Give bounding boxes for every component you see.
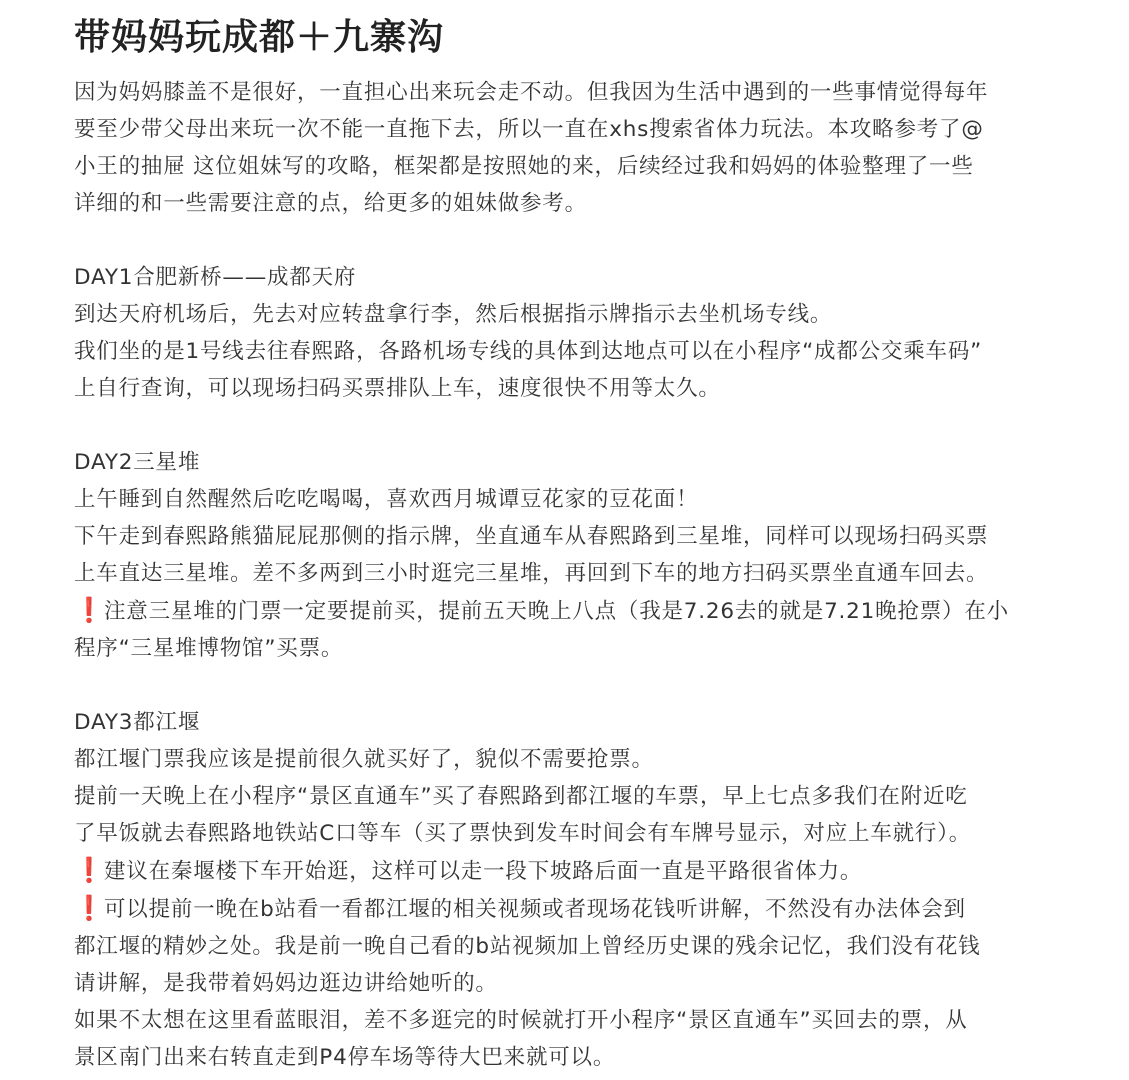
intro-section	[74, 74, 1064, 222]
day3-line: 都江堰门票我应该是提前很久就买好了，貌似不需要抢票。	[74, 747, 654, 772]
day2-line: 上车直达三星堆。差不多两到三小时逛完三星堆，再回到下车的地方扫码买票坐直通车回去。	[74, 561, 989, 586]
intro-line: 详细的和一些需要注意的点，给更多的姐妹做参考。	[74, 191, 587, 216]
day3-line: 提前一天晚上在小程序“景区直通车”买了春熙路到都江堰的车票，早上七点多我们在附近吃	[74, 784, 968, 809]
exclamation-icon: ❗	[74, 894, 105, 922]
day3-warning-line: 请讲解，是我带着妈妈边逛边讲给她听的。	[74, 971, 498, 996]
day1-heading: DAY1合肥新桥——成都天府	[74, 265, 357, 290]
intro-line: 因为妈妈膝盖不是很好，一直担心出来玩会走不动。但我因为生活中遇到的一些事情觉得每年	[74, 80, 989, 105]
day1-line: 上自行查询，可以现场扫码买票排队上车，速度很快不用等太久。	[74, 376, 721, 401]
section-spacer	[74, 667, 1064, 704]
warning-text: 注意三星堆的门票一定要提前买，提前五天晚上八点（我是7.26去的就是7.21晚抢票）在小	[104, 599, 1009, 624]
day2-line: 下午走到春熙路熊猫屁屁那侧的指示牌，坐直通车从春熙路到三星堆，同样可以现场扫码买票	[74, 524, 989, 549]
intro-line: 小王的抽屉 这位姐妹写的攻略，框架都是按照她的来，后续经过我和妈妈的体验整理了一些	[74, 154, 974, 179]
day3-line: 景区南门出来右转直走到P4停车场等待大巴来就可以。	[74, 1045, 616, 1070]
exclamation-icon: ❗	[74, 596, 105, 624]
day2-line: 上午睡到自然醒然后吃吃喝喝，喜欢西月城谭豆花家的豆花面！	[74, 487, 699, 512]
day1-line: 到达天府机场后，先去对应转盘拿行李，然后根据指示牌指示去坐机场专线。	[74, 302, 833, 327]
intro-line: 要至少带父母出来玩一次不能一直拖下去，所以一直在xhs搜索省体力玩法。本攻略参考了@	[74, 117, 984, 142]
day1-line: 我们坐的是1号线去往春熙路，各路机场专线的具体到达地点可以在小程序“成都公交乘车码”	[74, 339, 983, 364]
day1-section	[74, 259, 1064, 407]
article-title: 带妈妈玩成都＋九寨沟	[74, 17, 445, 58]
day3-warning-line: 都江堰的精妙之处。我是前一晚自己看的b站视频加上曾经历史课的残余记忆，我们没有花钱	[74, 934, 981, 959]
day3-warning-line	[74, 852, 1064, 890]
warning-text: 可以提前一晚在b站看一看都江堰的相关视频或者现场花钱听讲解，不然没有办法体会到	[104, 897, 966, 922]
day2-section	[74, 444, 1064, 667]
day2-heading: DAY2三星堆	[74, 450, 201, 475]
day3-heading: DAY3都江堰	[74, 710, 201, 735]
section-spacer	[74, 407, 1064, 444]
day3-warning-line	[74, 890, 1064, 928]
section-spacer	[74, 222, 1064, 259]
warning-text: 建议在秦堰楼下车开始逛，这样可以走一段下坡路后面一直是平路很省体力。	[104, 859, 863, 884]
day2-warning-line	[74, 592, 1064, 630]
day3-section	[74, 704, 1064, 1076]
day3-line: 了早饭就去春熙路地铁站C口等车（买了票快到发车时间会有车牌号显示，对应上车就行）。	[74, 821, 972, 846]
exclamation-icon: ❗	[74, 856, 105, 884]
day2-warning-line: 程序“三星堆博物馆”买票。	[74, 636, 344, 661]
day3-line: 如果不太想在这里看蓝眼泪，差不多逛完的时候就打开小程序“景区直通车”买回去的票，从	[74, 1008, 968, 1033]
note-article	[74, 12, 1064, 1076]
